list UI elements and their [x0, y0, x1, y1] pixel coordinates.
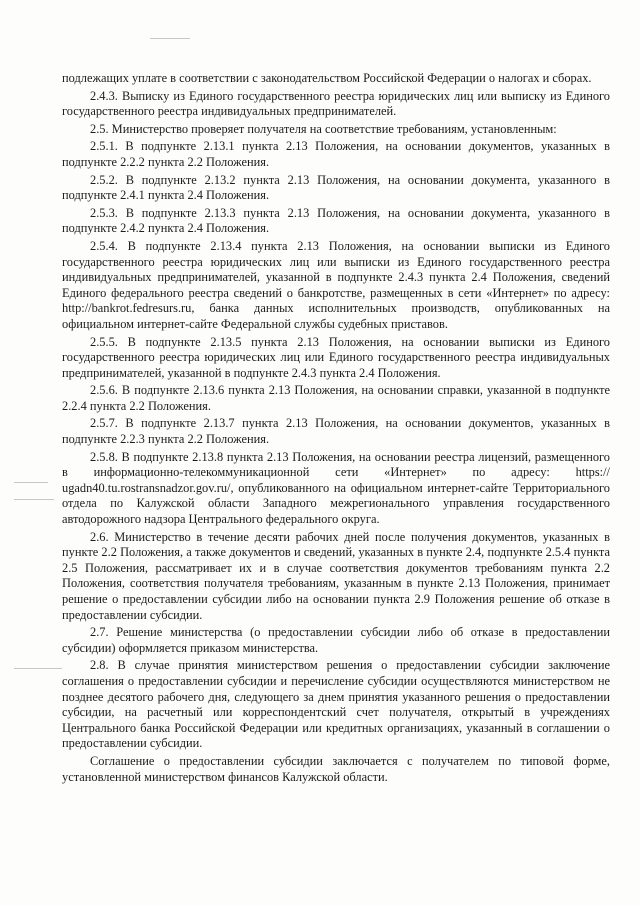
paragraph-2-6: 2.6. Министерство в течение десяти рабочих дней после получения документов, указанных в пункте 2.2 Положения, а также документов и сведений, указанных в пункте 2.4, подпункте 2.5.4 пункта 2.5 Положения, рассматривает их и в случае соответствия документов требованиям пункта 2.2 Положения, соответствия получателя требованиям, указанным в пункте 2.13 Положения, принимает решение о предоставлении субсидии либо на основании пункта 2.9 Положения решение об отказе в предоставлении субсидии.: [62, 529, 610, 622]
paragraph-2-5-2: 2.5.2. В подпункте 2.13.2 пункта 2.13 Положения, на основании документа, указанного в подпункте 2.4.1 пункта 2.4 Положения.: [62, 172, 610, 203]
paragraph-agreement: Соглашение о предоставлении субсидии заключается с получателем по типовой форме, установленной министерством финансов Калужской области.: [62, 753, 610, 784]
paragraph-2-7: 2.7. Решение министерства (о предоставлении субсидии либо об отказе в предоставлении субсидии) оформляется приказом министерства.: [62, 625, 610, 655]
paragraph-2-5-5: 2.5.5. В подпункте 2.13.5 пункта 2.13 Положения, на основании выписки из Единого государственного реестра юридических лиц или Единого государственного реестра индивидуальных предпринимателей, указанной в подпункте 2.4.3 пункта 2.4 Положения.: [62, 334, 610, 380]
scan-artifact: [14, 668, 62, 669]
document-page: [62, 71, 610, 787]
scan-artifact: [14, 499, 54, 500]
paragraph-2-4-3: 2.4.3. Выписку из Единого государственного реестра юридических лиц или выписку из Единого государственного реестра индивидуальных предпринимателей.: [62, 88, 610, 119]
scan-artifact: [14, 482, 48, 483]
paragraph-2-5-3: 2.5.3. В подпункте 2.13.3 пункта 2.13 Положения, на основании документа, указанного в подпункте 2.4.2 пункта 2.4 Положения.: [62, 205, 610, 236]
paragraph-2-5-4: 2.5.4. В подпункте 2.13.4 пункта 2.13 Положения, на основании выписки из Единого государственного реестра юридических лиц или выписки из Единого государственного реестра индивидуальных предпринимателей, указанной в подпункте 2.4.3 пункта 2.4 Положения, сведений Единого федерального реестра сведений о банкротстве, размещенных в сети «Интернет» по адресу: http://bankrot.fedresurs.ru, банка данных исполнительных производств, опубликованных на официальном интернет-сайте Федеральной службы судебных приставов.: [62, 238, 610, 331]
paragraph-2-5-1: 2.5.1. В подпункте 2.13.1 пункта 2.13 Положения, на основании документов, указанных в подпункте 2.2.2 пункта 2.2 Положения.: [62, 139, 610, 169]
paragraph-2-5-7: 2.5.7. В подпункте 2.13.7 пункта 2.13 Положения, на основании документов, указанных в подпункте 2.2.3 пункта 2.2 Положения.: [62, 416, 610, 447]
paragraph-2-5-6: 2.5.6. В подпункте 2.13.6 пункта 2.13 Положения, на основании справки, указанной в подпункте 2.2.4 пункта 2.2 Положения.: [62, 383, 610, 413]
paragraph-2-5-8: 2.5.8. В подпункте 2.13.8 пункта 2.13 Положения, на основании реестра лицензий, размещенного в информационно-телекоммуникационной сети «Интернет» по адресу: https:// ugadn40.tu.rostransnadzor.gov.ru/, опубликованного на официальном интернет-сайте Территориального отдела по Калужской области Западного межрегионального управления государственного автодорожного надзора Центрального федерального округа.: [62, 449, 610, 527]
paragraph-2-8: 2.8. В случае принятия министерством решения о предоставлении субсидии заключение соглашения о предоставлении субсидии и перечисление субсидии осуществляются министерством не позднее десятого рабочего дня, следующего за днем принятия указанного решения о предоставлении субсидии, на расчетный или корреспондентский счет получателя, открытый в учреждениях Центрального банка Российской Федерации или кредитных организациях, указанный в соглашении о предоставлении субсидии.: [62, 658, 610, 751]
scan-artifact: [150, 38, 190, 39]
paragraph-continuation: подлежащих уплате в соответствии с законодательством Российской Федерации о налогах и сборах.: [62, 71, 592, 85]
paragraph-2-5: 2.5. Министерство проверяет получателя на соответствие требованиям, установленным:: [90, 121, 557, 136]
